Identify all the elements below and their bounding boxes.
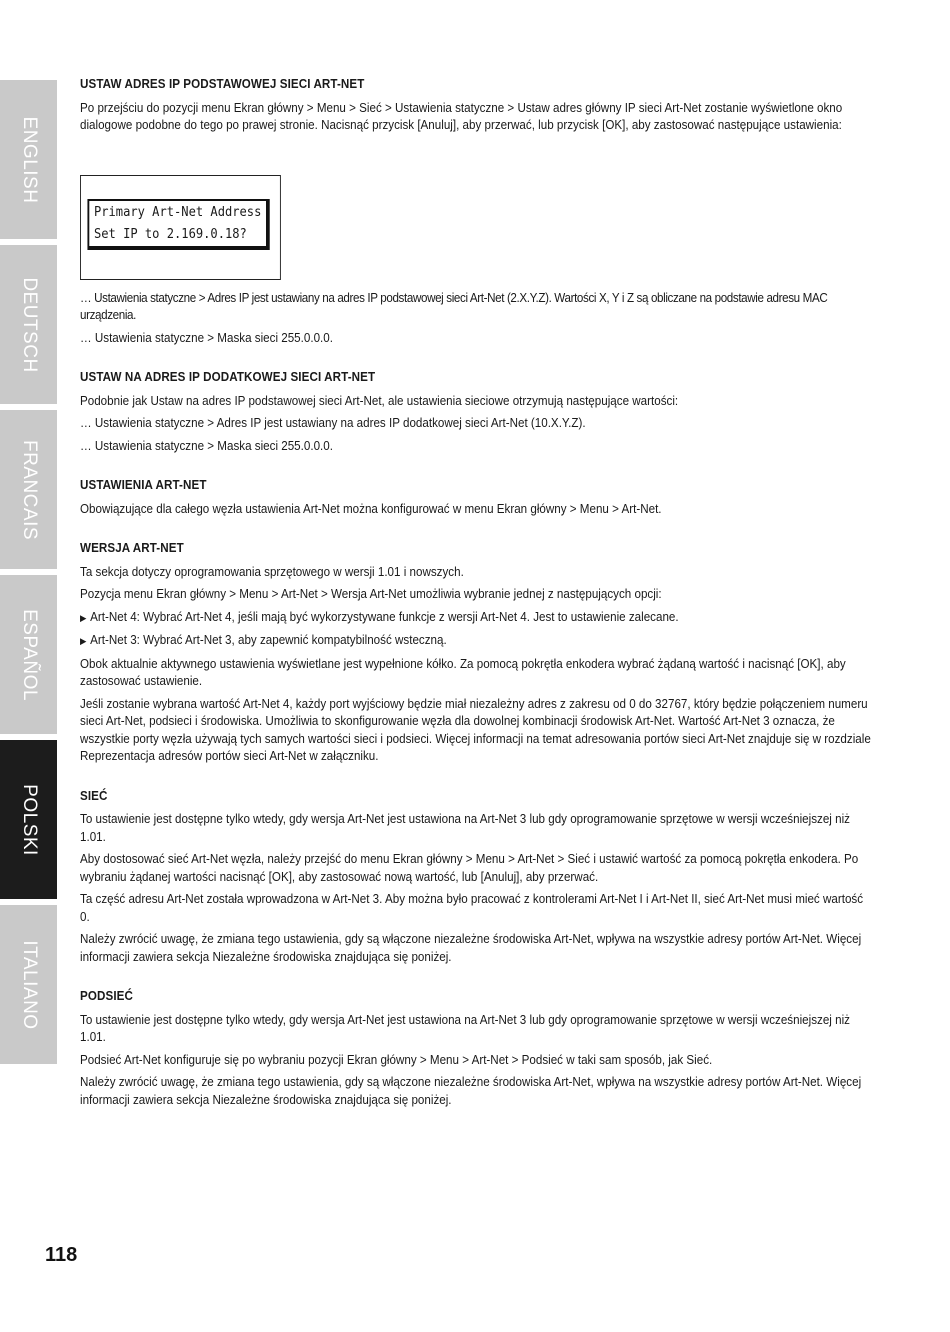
tab-francais[interactable] [0,410,57,569]
bullet-item [80,632,872,651]
section-heading: USTAW NA ADRES IP DODATKOWEJ SIECI ART-NET [80,370,376,384]
list-item: … Ustawienia statyczne > Maska sieci 255.0.0.0. [80,330,333,345]
paragraph: To ustawienie jest dostępne tylko wtedy, gdy wersja Art-Net jest ustawiona na Art-Net 3 lub gdy oprogramowanie sprzętowe w wersji wcześniejszej niż 1.01. [80,812,850,844]
tab-deutsch[interactable] [0,245,57,404]
section-secondary-ip [80,369,872,455]
section-heading: USTAW ADRES IP PODSTAWOWEJ SIECI ART-NET [80,77,365,91]
paragraph: Obok aktualnie aktywnego ustawienia wyświetlane jest wypełnione kółko. Za pomocą pokrętła enkodera wybrać żądaną wartość i nacisnąć [OK], aby zastosować ustawienie. [80,656,846,688]
paragraph: Aby dostosować sieć Art-Net węzła, należy przejść do menu Ekran główny > Menu > Art-Net > Sieć i ustawić wartość za pomocą pokrętła enkodera. Po wybraniu żądanej wartości nacisnąć [OK], aby zastosować nową wartość, lub [Anuluj], aby przerwać. [80,852,859,884]
paragraph: Po przejściu do pozycji menu Ekran główny > Menu > Sieć > Ustawienia statyczne > Ustaw adres główny IP sieci Art-Net zostanie wyświetlone okno dialogowe podobne do tego po prawej stronie. Nacisnąć przycisk [Anuluj], aby przerwać, lub przycisk [OK], aby zastosować następujące ustawienia: [80,100,843,132]
paragraph: Obowiązujące dla całego węzła ustawienia Art-Net można konfigurować w menu Ekran główny > Menu > Art-Net. [80,501,662,516]
lcd-line: Set IP to 2.169.0.18? [93,226,247,242]
section-subnet [80,988,872,1109]
tab-label: ESPAÑOL [18,608,40,701]
section-heading: WERSJA ART-NET [80,541,184,555]
paragraph: Pozycja menu Ekran główny > Menu > Art-Net > Wersja Art-Net umożliwia wybranie jednej z następujących opcji: [80,587,662,601]
page-content [80,76,872,1131]
section-artnet-version [80,540,872,766]
tab-italiano[interactable] [0,905,57,1064]
bullet-text: Art-Net 3: Wybrać Art-Net 3, aby zapewnić kompatybilność wsteczną. [90,633,447,647]
paragraph: Należy zwrócić uwagę, że zmiana tego ustawienia, gdy są włączone niezależne środowiska Art-Net, wpływa na wszystkie adresy portów Art-Net. Więcej informacji zawiera sekcja Niezależne środowiska znajdująca się poniżej. [80,932,862,964]
section-heading: USTAWIENIA ART-NET [80,478,207,492]
section-net [80,788,872,967]
paragraph: Jeśli zostanie wybrana wartość Art-Net 4, każdy port wyjściowy będzie miał niezależny adres z zakresu od 0 do 32767, który będzie połączeniem numeru sieci Art-Net, podsieci i środowiska. Umożliwia to skonfigurowanie węzła dla dowolnej kombinacji środowisk Art-Net. Wartość Art-Net 3 oznacza, że wszystkie porty węzła używają tych samych wartości sieci i podsieci. Więcej informacji na temat adresowania portów sieci Art-Net znajduje się w rozdziale Reprezentacja adresów portów sieci Art-Net w załączniku. [80,696,871,763]
list-item: … Ustawienia statyczne > Adres IP jest ustawiany na adres IP dodatkowej sieci Art-Net (10.X.Y.Z). [80,416,586,430]
section-heading: PODSIEĆ [80,989,133,1003]
paragraph: Należy zwrócić uwagę, że zmiana tego ustawienia, gdy są włączone niezależne środowiska Art-Net, wpływa na wszystkie adresy portów Art-Net. Więcej informacji zawiera sekcja Niezależne środowiska znajdująca się poniżej. [80,1075,862,1107]
paragraph: Ta część adresu Art-Net została wprowadzona w Art-Net 3. Aby można było pracować z kontrolerami Art-Net I i Art-Net II, sieć Art-Net musi mieć wartość 0. [80,892,864,924]
bullet-text: Art-Net 4: Wybrać Art-Net 4, jeśli mają być wykorzystywane funkcje z wersji Art-Net 4. Jest to ustawienie zalecane. [90,609,679,624]
paragraph: To ustawienie jest dostępne tylko wtedy, gdy wersja Art-Net jest ustawiona na Art-Net 3 lub gdy oprogramowanie sprzętowe w wersji wcześniejszej niż 1.01. [80,1012,850,1044]
tab-polski[interactable] [0,740,57,899]
section-primary-ip [80,76,872,347]
tab-label: DEUTSCH [18,276,40,373]
tab-label: ENGLISH [18,116,40,203]
tab-label: ITALIANO [18,939,40,1030]
language-tabs [0,80,57,1070]
tab-english[interactable] [0,80,57,239]
list-item: … Ustawienia statyczne > Adres IP jest ustawiany na adres IP podstawowej sieci Art-Net (2.X.Y.Z). Wartości X, Y i Z są obliczane na podstawie adresu MAC urządzenia. [80,290,828,322]
lcd-line: Primary Art-Net Address [93,204,262,220]
bullet-item [80,609,872,628]
lcd-display [87,199,269,250]
paragraph: Ta sekcja dotyczy oprogramowania sprzętowego w wersji 1.01 i nowszych. [80,564,464,579]
section-heading: SIEĆ [80,788,108,803]
tab-label: POLSKI [18,783,40,856]
paragraph: Podsieć Art-Net konfiguruje się po wybraniu pozycji Ekran główny > Menu > Art-Net > Podsieć w taki sam sposób, jak Sieć. [80,1052,713,1067]
paragraph: Podobnie jak Ustaw na adres IP podstawowej sieci Art-Net, ale ustawienia sieciowe otrzymują następujące wartości: [80,393,679,408]
tab-label: FRANCAIS [18,439,40,540]
tab-espanol[interactable] [0,575,57,734]
section-artnet-settings [80,477,872,518]
page-number: 118 [45,1244,78,1266]
list-item: … Ustawienia statyczne > Maska sieci 255.0.0.0. [80,438,333,453]
lcd-dialog-figure [80,175,281,280]
